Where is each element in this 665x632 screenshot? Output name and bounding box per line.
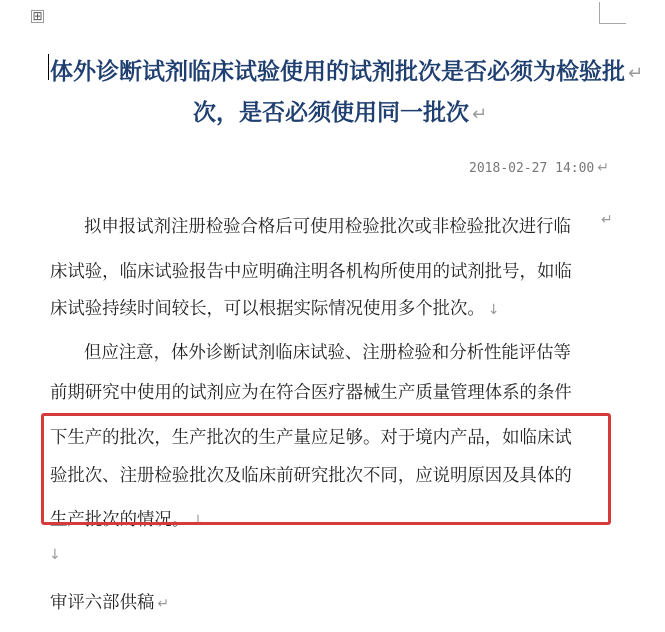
line-text: 拟申报试剂注册检验合格后可使用检验批次或非检验批次进行临	[84, 217, 571, 237]
paragraph-2-line-1	[84, 338, 571, 363]
paragraph-1-line-2	[50, 257, 572, 282]
paragraph-2-line-2	[50, 378, 572, 403]
line-text: 前期研究中使用的试剂应为在符合医疗器械生产质量管理体系的条件	[50, 383, 572, 403]
footer-text: 审评六部供稿	[50, 593, 155, 613]
table-move-handle-icon[interactable]: ⊞	[32, 9, 43, 23]
crop-mark-top-right-h	[600, 23, 626, 24]
paragraph-mark-icon: ↵	[628, 63, 644, 84]
document-title-line-2	[193, 94, 665, 127]
line-text: 床试验持续时间较长，可以根据实际情况使用多个批次。	[50, 299, 485, 319]
text-cursor	[48, 54, 49, 80]
line-text: 但应注意，体外诊断试剂临床试验、注册检验和分析性能评估等	[84, 343, 571, 363]
paragraph-mark-icon: ↵	[157, 596, 170, 612]
line-break-icon: ↓	[192, 513, 204, 529]
line-break-icon: ↓	[487, 302, 500, 318]
line-text: 下生产的批次，生产批次的生产量应足够。对于境内产品，如临床试	[50, 428, 572, 448]
line-text: 生产批次的情况。	[50, 510, 190, 530]
title-text-1: 体外诊断试剂临床试验使用的试剂批次是否必须为检验批	[50, 58, 625, 85]
line-text: 床试验，临床试验报告中应明确注明各机构所使用的试剂批号，如临	[50, 262, 572, 282]
red-highlight-box	[41, 413, 611, 525]
document-title-line-1	[50, 53, 644, 86]
empty-line-break-icon: ↓	[49, 547, 61, 563]
paragraph-1-line-1	[84, 212, 571, 237]
paragraph-mark-icon: ↵	[601, 212, 613, 228]
paragraph-mark-icon: ↵	[597, 160, 609, 176]
publish-date-text: 2018-02-27 14:00	[469, 161, 595, 176]
crop-mark-top-right	[599, 2, 600, 24]
paragraph-1-line-3	[50, 294, 500, 319]
title-text-2: 次，是否必须使用同一批次	[193, 99, 469, 126]
paragraph-mark-icon: ↵	[472, 104, 488, 125]
line-text: 验批次、注册检验批次及临床前研究批次不同，应说明原因及具体的	[50, 466, 572, 486]
footer-credit	[50, 588, 169, 613]
publish-date	[469, 160, 609, 176]
